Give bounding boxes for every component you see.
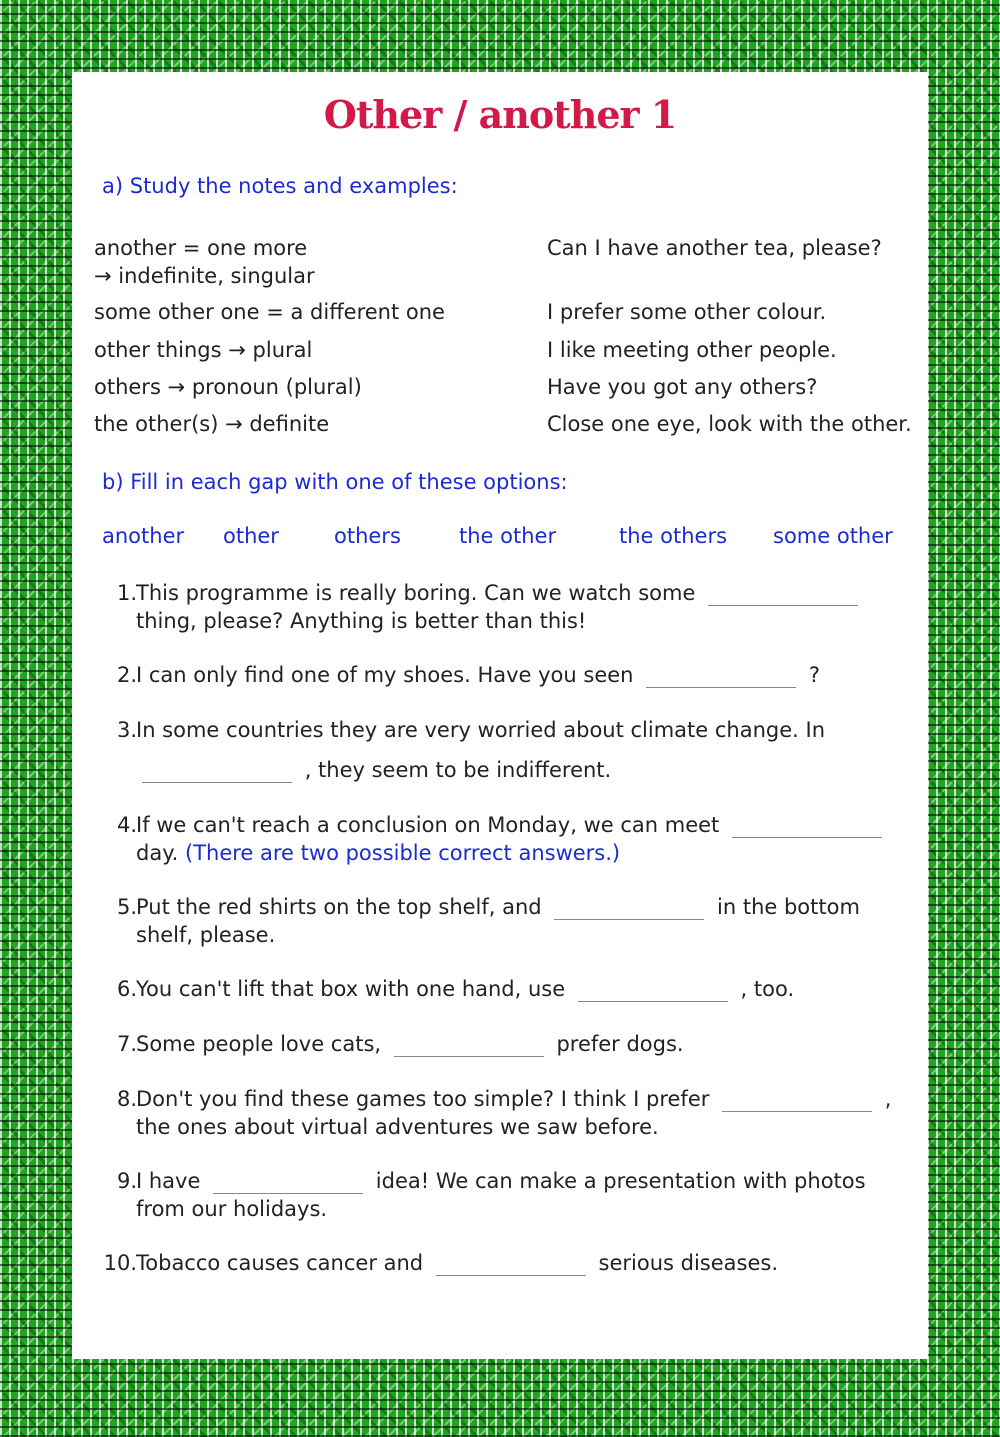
item-number: 10. (103, 1251, 137, 1275)
option-word: some other (773, 524, 893, 548)
item-text-after: , too. (740, 977, 795, 1001)
answer-blank[interactable] (436, 1274, 586, 1276)
item-text-before: Tobacco causes cancer and (136, 1251, 424, 1275)
item-number: 3. (116, 718, 137, 742)
note-definition: the other(s) → definite (94, 412, 330, 436)
item-number: 6. (116, 977, 137, 1001)
item-text-before: Don't you find these games too simple? I think I prefer (136, 1087, 710, 1111)
item-text-after: in the bottom shelf, please. (136, 895, 860, 947)
note-example: I prefer some other colour. (547, 300, 827, 324)
item-text (136, 811, 896, 867)
item-text (136, 1085, 896, 1141)
exercise-item (94, 1085, 894, 1145)
note-definition-line: another = one more (94, 236, 308, 260)
note-definition (94, 234, 534, 290)
exercise-item (94, 1030, 894, 1062)
item-text (136, 710, 896, 790)
item-text-before: This programme is really boring. Can we watch some (136, 581, 696, 605)
item-text (136, 975, 896, 1003)
option-word: the others (619, 524, 728, 548)
exercise-item (94, 975, 894, 1007)
item-number: 2. (116, 663, 137, 687)
item-text-before: You can't lift that box with one hand, use (136, 977, 566, 1001)
answer-blank[interactable] (646, 686, 796, 688)
item-text-before: I have (136, 1169, 201, 1193)
item-text (136, 579, 896, 635)
answer-blank[interactable] (394, 1055, 544, 1057)
note-row (94, 234, 934, 294)
item-text-after: day. (136, 841, 179, 865)
item-text-after: serious diseases. (598, 1251, 778, 1275)
note-row (94, 410, 934, 440)
note-definition: other things → plural (94, 338, 313, 362)
item-number: 9. (116, 1169, 137, 1193)
exercise-item (94, 811, 894, 871)
item-number: 1. (116, 581, 137, 605)
note-row (94, 336, 934, 366)
answer-blank[interactable] (722, 1110, 872, 1112)
note-definition: some other one = a different one (94, 300, 445, 324)
note-example: Have you got any others? (547, 375, 818, 399)
answer-blank[interactable] (142, 781, 292, 783)
item-number: 8. (116, 1087, 137, 1111)
item-text (136, 893, 896, 949)
exercise-item (94, 579, 894, 639)
item-text-before: Put the red shirts on the top shelf, and (136, 895, 542, 919)
page-title: Other / another 1 (323, 92, 677, 137)
answer-blank[interactable] (732, 836, 882, 838)
item-text (136, 1167, 896, 1223)
item-text-after: ? (808, 663, 821, 687)
item-number: 7. (116, 1032, 137, 1056)
item-text-before: If we can't reach a conclusion on Monday, we can meet (136, 813, 720, 837)
item-text (136, 1249, 896, 1277)
item-text-after: , they seem to be indifferent. (304, 758, 612, 782)
note-row (94, 373, 934, 403)
option-word: the other (459, 524, 557, 548)
item-number: 4. (116, 813, 137, 837)
exercise-item (94, 661, 894, 693)
option-word: other (223, 524, 279, 548)
answer-blank[interactable] (708, 604, 858, 606)
item-text-after: prefer dogs. (556, 1032, 684, 1056)
answer-blank[interactable] (554, 918, 704, 920)
exercise-item (94, 716, 894, 786)
note-example: Can I have another tea, please? (547, 236, 882, 260)
options-list (0, 524, 1000, 556)
note-definition-line: → indefinite, singular (94, 264, 315, 288)
option-word: another (102, 524, 185, 548)
answer-blank[interactable] (578, 1000, 728, 1002)
item-text-before: In some countries they are very worried about climate change. In (136, 718, 826, 742)
option-word: others (334, 524, 401, 548)
item-text-after: thing, please? Anything is better than this! (136, 609, 587, 633)
item-hint: (There are two possible correct answers.) (185, 841, 621, 865)
note-row (94, 298, 934, 328)
item-text-after: idea! We can make a presentation with photos from our holidays. (136, 1169, 866, 1221)
section-b-heading: b) Fill in each gap with one of these options: (102, 470, 568, 494)
exercise-item (94, 1249, 894, 1281)
item-text (136, 661, 896, 689)
item-number: 5. (116, 895, 137, 919)
note-definition: others → pronoun (plural) (94, 375, 362, 399)
item-text (136, 1030, 896, 1058)
answer-blank[interactable] (213, 1192, 363, 1194)
note-example: Close one eye, look with the other. (547, 412, 912, 436)
item-text-after: , the ones about virtual adventures we saw before. (136, 1087, 892, 1139)
section-a-heading: a) Study the notes and examples: (102, 174, 458, 198)
exercise-item (94, 893, 894, 953)
item-text-before: I can only find one of my shoes. Have you seen (136, 663, 634, 687)
note-example: I like meeting other people. (547, 338, 837, 362)
exercise-item (94, 1167, 894, 1227)
item-text-before: Some people love cats, (136, 1032, 382, 1056)
